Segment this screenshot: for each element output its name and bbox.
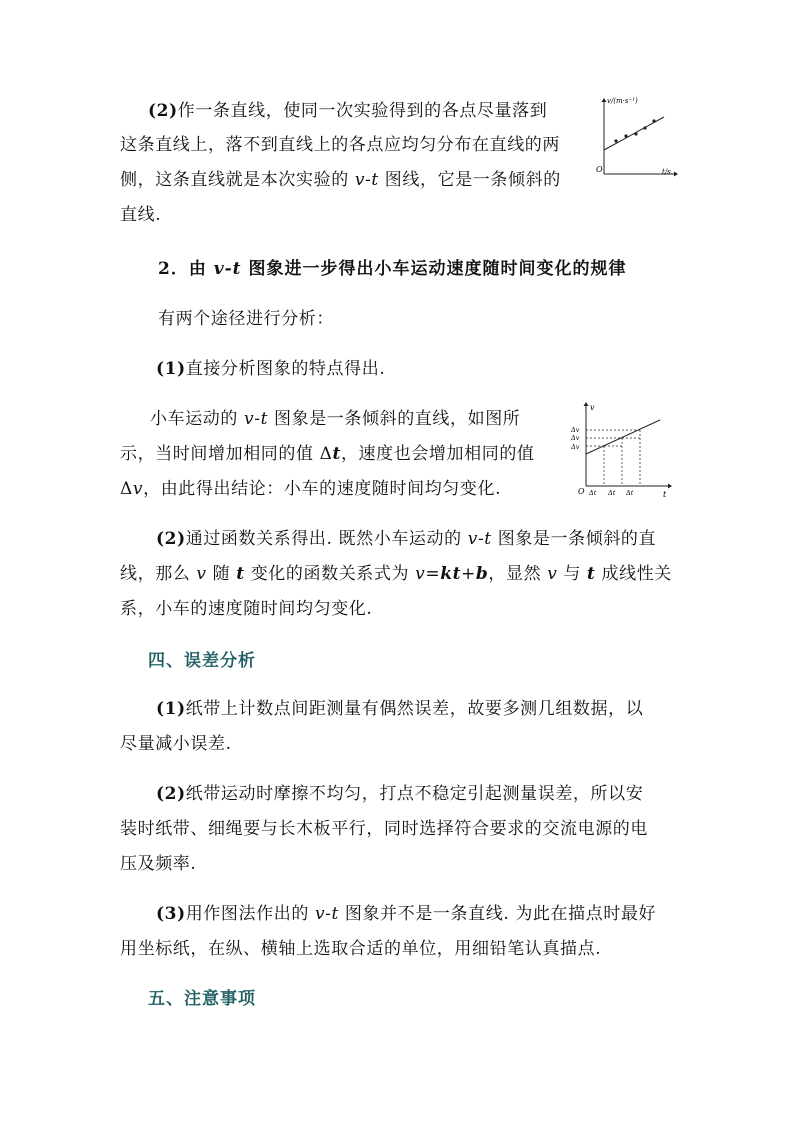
data-point bbox=[634, 132, 637, 135]
data-point bbox=[652, 119, 655, 122]
vt-symbol: v-t bbox=[314, 904, 339, 924]
text: ，由此得出结论：小车的速度随时间均匀变化. bbox=[143, 479, 502, 499]
text: 侧，这条直线就是本次实验的 bbox=[120, 170, 355, 190]
text: 纸带运动时摩擦不均匀，打点不稳定引起测量误差，所以安 bbox=[185, 784, 644, 804]
vt-symbol: v-t bbox=[354, 170, 379, 190]
para-line bbox=[156, 692, 643, 726]
text: 小车运动的 bbox=[150, 409, 245, 429]
t-symbol: t bbox=[236, 564, 245, 584]
para-line: 这条直线上，落不到直线上的各点应均匀分布在直线的两 bbox=[120, 135, 560, 155]
text: ，显然 bbox=[488, 564, 548, 584]
dv-label: Δv bbox=[571, 434, 580, 442]
text: ，速度也会增加相同的值 bbox=[340, 444, 535, 464]
data-point bbox=[624, 134, 627, 137]
text: 2．由 bbox=[158, 259, 214, 279]
text: 变化的函数关系式为 bbox=[244, 564, 416, 584]
dv-label: Δv bbox=[571, 426, 580, 434]
x-axis-label: t/s bbox=[662, 168, 671, 176]
dt-label: Δt bbox=[589, 489, 597, 497]
intro-text: 有两个途径进行分析： bbox=[158, 309, 334, 329]
y-axis-label: v bbox=[590, 403, 595, 412]
text: 线，那么 bbox=[120, 564, 197, 584]
t-symbol: t bbox=[332, 444, 341, 464]
para-line: 尽量减小误差. bbox=[120, 734, 232, 754]
plus-sign: + bbox=[461, 564, 476, 584]
dt-label: Δt bbox=[626, 489, 634, 497]
b-term: b bbox=[475, 564, 489, 584]
vt-symbol: v-t bbox=[244, 409, 268, 429]
para-line bbox=[156, 777, 643, 811]
item-number: (1) bbox=[156, 359, 186, 379]
para-line bbox=[156, 897, 656, 931]
kt-term: kt bbox=[440, 564, 462, 584]
para-line: 装时纸带、细绳要与长木板平行，同时选择符合要求的交流电源的电 bbox=[120, 819, 648, 839]
origin-label: O bbox=[596, 165, 603, 174]
dv-label: Δv bbox=[571, 443, 580, 451]
text: 与 bbox=[557, 564, 588, 584]
text: 图象并不是一条直线. 为此在描点时最好 bbox=[338, 904, 657, 924]
v-symbol: v bbox=[415, 564, 426, 584]
vt-graph-scatter-figure bbox=[594, 90, 678, 182]
item-number: (3) bbox=[156, 904, 186, 924]
v-symbol: v bbox=[196, 564, 207, 584]
para-line bbox=[120, 557, 672, 591]
text: 用作图法作出的 bbox=[185, 904, 315, 924]
para-line bbox=[148, 94, 547, 128]
origin-label: O bbox=[578, 487, 585, 496]
text: 图象进一步得出小车运动速度随时间变化的规律 bbox=[241, 259, 627, 279]
text: 示，当时间增加相同的值 Δ bbox=[120, 444, 333, 464]
dt-label: Δt bbox=[608, 489, 616, 497]
item-number: (2) bbox=[148, 101, 178, 121]
text: 纸带上计数点间距测量有偶然误差，故要多测几组数据，以 bbox=[185, 699, 644, 719]
vt-graph-increments-figure bbox=[568, 398, 674, 500]
section-heading-precautions: 五、注意事项 bbox=[148, 989, 256, 1009]
para-line bbox=[120, 437, 535, 471]
para-line bbox=[120, 472, 501, 506]
item-number: (2) bbox=[156, 529, 186, 549]
para-line: 用坐标纸，在纵、横轴上选取合适的单位，用细铅笔认真描点. bbox=[120, 939, 602, 959]
para-line bbox=[156, 522, 656, 556]
para-line bbox=[120, 163, 561, 197]
para-line: 系，小车的速度随时间均匀变化. bbox=[120, 599, 373, 619]
subheading bbox=[158, 252, 626, 286]
text: 成线性关 bbox=[595, 564, 672, 584]
vt-symbol: v-t bbox=[213, 259, 242, 279]
y-axis-label: v/(m·s⁻¹) bbox=[607, 97, 638, 105]
text: Δ bbox=[120, 479, 133, 499]
text: 直接分析图象的特点得出. bbox=[185, 359, 386, 379]
data-point bbox=[643, 126, 646, 129]
para-line bbox=[150, 402, 520, 436]
para-line: 压及频率. bbox=[120, 854, 197, 874]
v-symbol: v bbox=[132, 479, 144, 499]
data-point bbox=[614, 139, 617, 142]
t-symbol: t bbox=[587, 564, 596, 584]
velocity-line bbox=[586, 420, 660, 454]
para-line: 直线. bbox=[120, 205, 162, 225]
section-heading-error-analysis: 四、误差分析 bbox=[148, 651, 256, 671]
text: 图象是一条倾斜的直线，如图所 bbox=[268, 409, 521, 429]
text: 作一条直线，使同一次实验得到的各点尽量落到 bbox=[177, 101, 548, 121]
x-axis-label: t bbox=[663, 490, 667, 499]
text: 图象是一条倾斜的直 bbox=[491, 529, 657, 549]
equals-sign: = bbox=[425, 564, 441, 584]
v-symbol: v bbox=[547, 564, 558, 584]
vt-symbol: v-t bbox=[467, 529, 492, 549]
text: 通过函数关系得出. 既然小车运动的 bbox=[185, 529, 468, 549]
text: 随 bbox=[206, 564, 237, 584]
para-line bbox=[156, 352, 385, 386]
text: 图线，它是一条倾斜的 bbox=[378, 170, 561, 190]
item-number: (2) bbox=[156, 784, 186, 804]
item-number: (1) bbox=[156, 699, 186, 719]
